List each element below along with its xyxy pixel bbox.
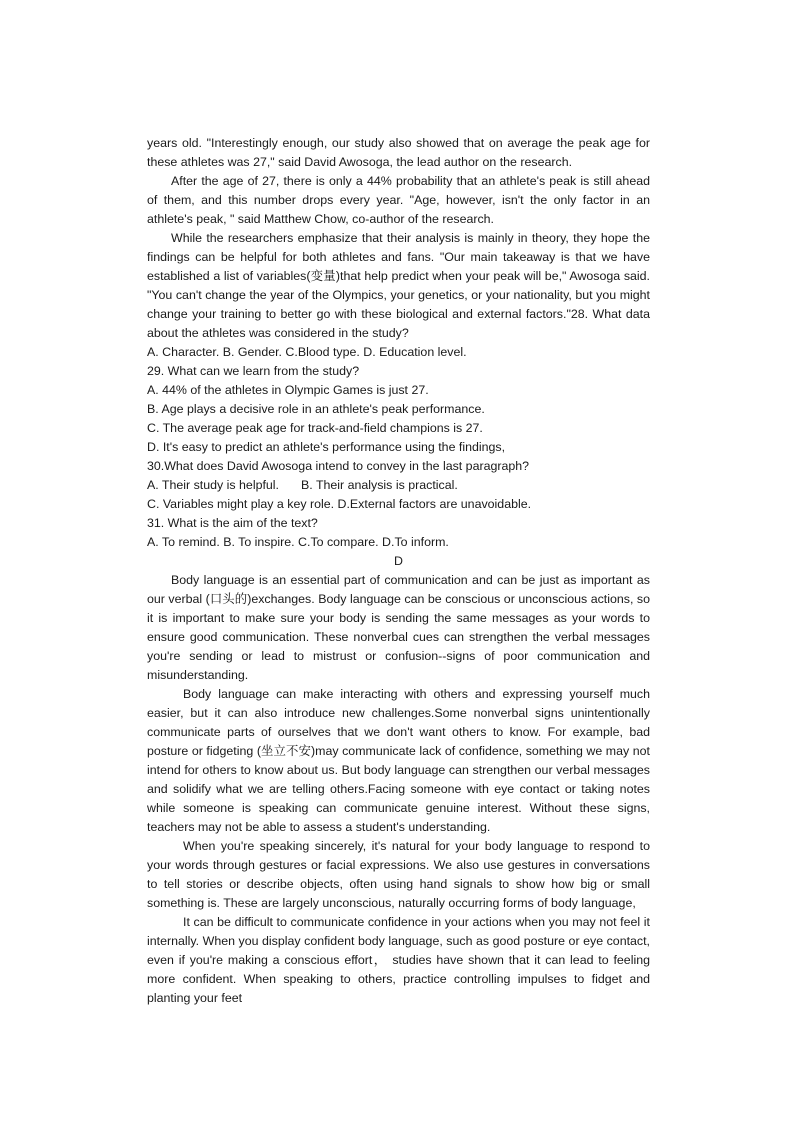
passage-d-paragraph-4: It can be difficult to communicate confidence in your actions when you may not feel it internally. When you display confident body language, such as good posture or eye contact, even if you're making a conscious effort， studies have shown that it can lead to feeling more confident. When speaking to others, practice controlling impulses to fidget and planting your feet — [147, 915, 650, 1005]
question-29: 29. What can we learn from the study? — [147, 364, 360, 378]
passage-d-paragraph-3: When you're speaking sincerely, it's natural for your body language to respond to your words through gestures or facial expressions. We also use gestures in conversations to tell stories or describe objects, often using hand signals to show how big or small something is. These are largely unconscious, naturally occurring forms of body language, — [147, 839, 650, 910]
section-heading-d: D — [394, 554, 403, 568]
question-30: 30.What does David Awosoga intend to convey in the last paragraph? — [147, 459, 530, 473]
question-29-option-d: D. It's easy to predict an athlete's performance using the findings, — [147, 440, 506, 454]
question-30-option-a: A. Their study is helpful. — [147, 478, 280, 492]
passage-c-paragraph-3: While the researchers emphasize that their analysis is mainly in theory, they hope the findings can be helpful for both athletes and fans. "Our main takeaway is that we have established a list of variables(变量)that help predict when your peak will be," Awosoga said. "You can't change the year of the Olympics, your genetics, or your nationality, but you might change your training to better go with these biological and external factors."28. What data about the athletes was considered in the study? — [147, 231, 650, 340]
question-31-options: A. To remind. B. To inspire. C.To compare. D.To inform. — [147, 535, 449, 549]
passage-c-paragraph-2: After the age of 27, there is only a 44% probability that an athlete's peak is still ahead of them, and this number drops every year. "Age, however, isn't the only factor in an athlete's peak, " said Matthew Chow, co-author of the research. — [147, 174, 650, 226]
question-29-option-b: B. Age plays a decisive role in an athlete's peak performance. — [147, 402, 485, 416]
document-body — [147, 134, 650, 1008]
passage-d-paragraph-1: Body language is an essential part of communication and can be just as important as our verbal (口头的)exchanges. Body language can be conscious or unconscious actions, so it is important to make sure your body is sending the same messages as your words to ensure good communication. These nonverbal cues can strengthen the verbal messages you're sending or lead to mistrust or confusion--signs of poor communication and misunderstanding. — [147, 573, 650, 682]
question-28-options: A. Character. B. Gender. C.Blood type. D. Education level. — [147, 345, 467, 359]
question-31: 31. What is the aim of the text? — [147, 516, 318, 530]
question-29-option-a: A. 44% of the athletes in Olympic Games is just 27. — [147, 383, 429, 397]
question-29-option-c: C. The average peak age for track-and-field champions is 27. — [147, 421, 483, 435]
passage-c-paragraph-1: years old. "Interestingly enough, our study also showed that on average the peak age for these athletes was 27," said David Awosoga, the lead author on the research. — [147, 136, 650, 169]
question-30-options-ab — [147, 476, 650, 495]
passage-d-paragraph-2: Body language can make interacting with others and expressing yourself much easier, but it can also introduce new challenges.Some nonverbal signs unintentionally communicate parts of ourselves that we don't want others to know. For example, bad posture or fidgeting (坐立不安)may communicate lack of confidence, something we may not intend for others to know about us. But body language can strengthen our verbal messages and solidify what we are telling others.Facing someone with eye contact or taking notes while someone is speaking can communicate genuine interest. Without these signs, teachers may not be able to assess a student's understanding. — [147, 687, 650, 834]
question-30-option-b: B. Their analysis is practical. — [301, 478, 458, 492]
question-30-options-cd: C. Variables might play a key role. D.External factors are unavoidable. — [147, 497, 532, 511]
